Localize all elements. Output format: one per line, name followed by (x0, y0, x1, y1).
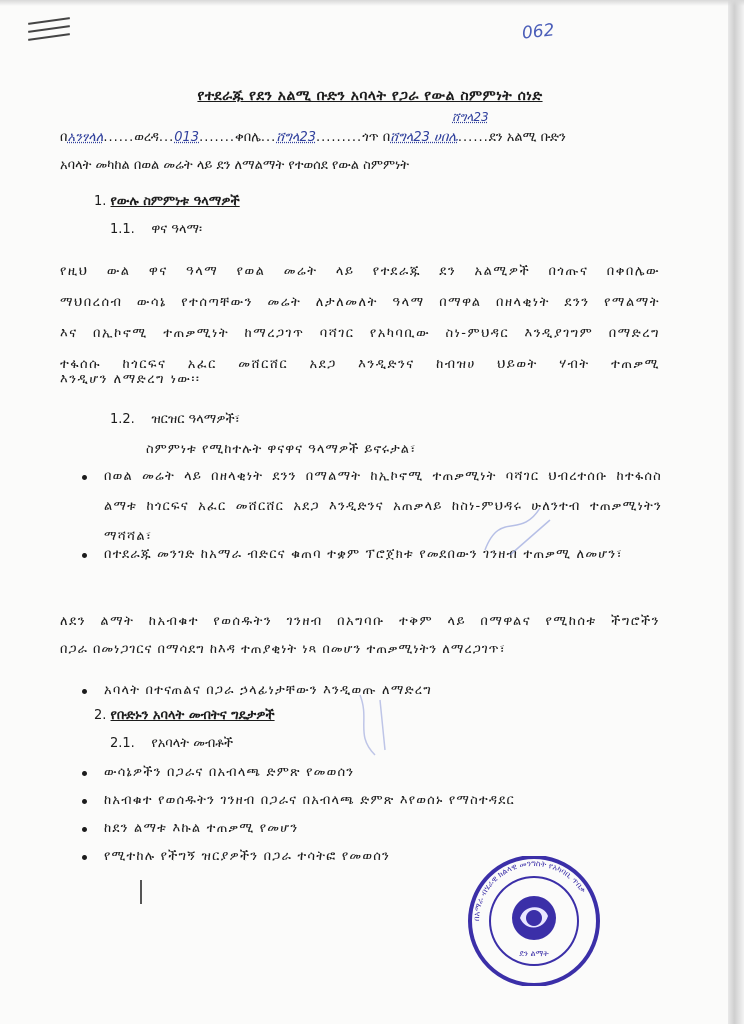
bullet-dot (82, 799, 87, 804)
right-bullet-3 (82, 814, 662, 844)
bullet-dot (82, 553, 87, 558)
subsection-2-1-heading (110, 736, 233, 751)
stamp-inner-text: ደን ልማት (519, 949, 549, 958)
main-objective-line-5: እንዲሆን ለማድረግ ነው፡፡ (60, 372, 201, 387)
bullet-dot (82, 771, 87, 776)
bullet-dot (82, 689, 87, 694)
subsection-1-2-number: 1.2. (110, 412, 135, 427)
got-label: ጎጥ በ (362, 130, 391, 145)
section-1-title: የውሉ ስምምነቱ ዓላማዎች (110, 194, 240, 209)
stamp-outer-text: በአማራ ብሄራዊ ክልላዊ መንግስት የአካባቢ ጥበቃ (471, 858, 588, 922)
right-bullet-2 (82, 786, 662, 816)
subsection-2-1-number: 2.1. (110, 736, 135, 751)
objective-bullet-2 (82, 540, 662, 570)
main-objective-line-3: እና በኢኮኖሚ ተጠቃሚነት ከማረጋገጥ ባሻገር የአካባቢው ስነ-ምህዳር እንዲያገግም በማድረግ (60, 326, 660, 341)
main-objective-line-4: ተፋሰሱ ከጎርፍና አፈር መሸርሸር አደጋ እንዲድንና ከብዝሀ ህይወት ሃብት ተጠቃሚ (60, 357, 660, 372)
subsection-1-2-title: ዝርዝር ዓላማዎች፣ (151, 412, 240, 427)
margin-mark (140, 880, 142, 904)
section-2-number: 2. (94, 708, 107, 723)
specific-objectives-intro: ስምምነቱ የሚከተሉት ዋናዋና ዓላማዎች ይኖሩታል፣ (146, 442, 417, 457)
right-bullet-text: የሚተከሉ የችግኝ ዝርያዎችን በጋራ ተሳትፎ የመወሰን (104, 849, 391, 864)
subsection-1-1-heading (110, 222, 202, 237)
section-1-number: 1. (94, 194, 107, 209)
subsection-1-1-number: 1.1. (110, 222, 135, 237)
subsection-1-2-heading (110, 412, 240, 427)
objective-bullet-text: በተደራጁ መንገድ ከአማራ ብድርና ቁጠባ ተቋም ፕሮጀክቱ የመደበውን ገንዘብ ተጠቃሚ ለመሆን፣ (104, 547, 623, 562)
page-number: 062 (521, 20, 556, 44)
woreda-label: ወረዳ (134, 130, 159, 145)
objective-bullet-text: በወል መሬት ላይ በዘላቂነት ደንን በማልማት ከኢኮኖሚ ተጠቃሚነት ባሻገር ህብረተሰቡ ከተፋሰስ ልማቱ ከጎርፍና አፈር መሸርሸር አደጋ እንዲድንና አጠቃላይ ከስነ-ምህዳሩ ሁለንተብ ተጠቃሚነትን ማሻሻል፣ (104, 469, 662, 544)
corner-marks (28, 20, 70, 44)
got-value: ሸግላ23 ሀበሌ (390, 130, 458, 145)
subsection-2-1-title: የአባላት መብቶች (151, 736, 234, 751)
pen-scribble (350, 690, 410, 760)
objective-bullet-text: አባላት በተናጠልና በጋራ ኃላፊነታቸውን እንዲወጡ ለማድረግ (104, 683, 432, 698)
bullet-dot (82, 855, 87, 860)
right-bullet-text: ከደን ልማቱ እኩል ተጠቃሚ የመሆን (104, 821, 299, 836)
main-objective-line-1: የዚህ ውል ዋና ዓላማ የወል መሬት ላይ የተደራጁ ደን አልሚዎች በጎጡና በቀበሌው (60, 264, 660, 279)
intro-prefix: በ (60, 130, 68, 145)
section-2-title: የቡድኑን አባላት መብትና ግዴታዎች (110, 708, 275, 723)
loan-paragraph-line-1: ለደን ልማት ከአብቁተ የወሰዱትን ገንዘብ በአግባቡ ተቅም ላይ በማዋልና የሚከሰቱ ችግሮችን (60, 614, 660, 629)
right-bullet-text: ውሳኔዎችን በጋራና በአብላጫ ድምጽ የመወሰን (104, 765, 355, 780)
right-bullet-1 (82, 758, 662, 788)
woreda-value: 013 (174, 130, 200, 145)
right-bullet-text: ከአብቁተ የወሰዱትን ገንዘብ በጋራና በአብላጫ ድምጽ እየወሰኑ የማስተዳደር (104, 793, 515, 808)
subsection-1-1-title: ዋና ዓላማ፡ (151, 222, 203, 237)
kebele-label: ቀበሌ (235, 130, 261, 145)
section-2-heading (94, 708, 275, 723)
page-edge (728, 0, 744, 1024)
loan-paragraph-line-2: በጋራ በመነጋገርና በማሳደግ ከእዳ ተጠያቂነት ነጻ በመሆን ተጠቃሚነትን ለማረጋገጥ፣ (60, 642, 506, 657)
pen-scribble (480, 500, 560, 560)
scan-shadow (0, 0, 744, 6)
got-overwrite: ሸግላ23 (452, 110, 489, 124)
intro-suffix: ደን አልሚ ቡድን (488, 130, 566, 145)
kebele-value: ሸግላ23 (276, 130, 316, 145)
document-title: የተደራጁ የደን አልሚ ቡድን አባላት የጋራ የውል ስምምነት ሰነድ (197, 88, 543, 104)
region-value: አንፃላለ (67, 130, 104, 145)
intro-line-1: በአንፃላለ......ወረዳ...013.......ቀበሌ...ሸግላ23.........ጎጥ በሸግላ23 ሀበሌ......ደን አልሚ ቡድን (60, 130, 566, 145)
section-1-heading (94, 194, 240, 209)
bullet-dot (82, 827, 87, 832)
objective-bullet-1 (82, 462, 662, 552)
official-stamp (464, 856, 604, 986)
bullet-dot (82, 475, 87, 480)
main-objective-line-2: ማህበረሰብ ውሳኔ የተሰጣቸውን መሬት ለታለመለት ዓላማ በማዋል በዘላቂነት ደንን የማልማት (60, 295, 660, 310)
intro-line-2: አባላት መካከል በወል መሬት ላይ ደን ለማልማት የተወሰደ የውል ስምምነት (60, 158, 410, 173)
